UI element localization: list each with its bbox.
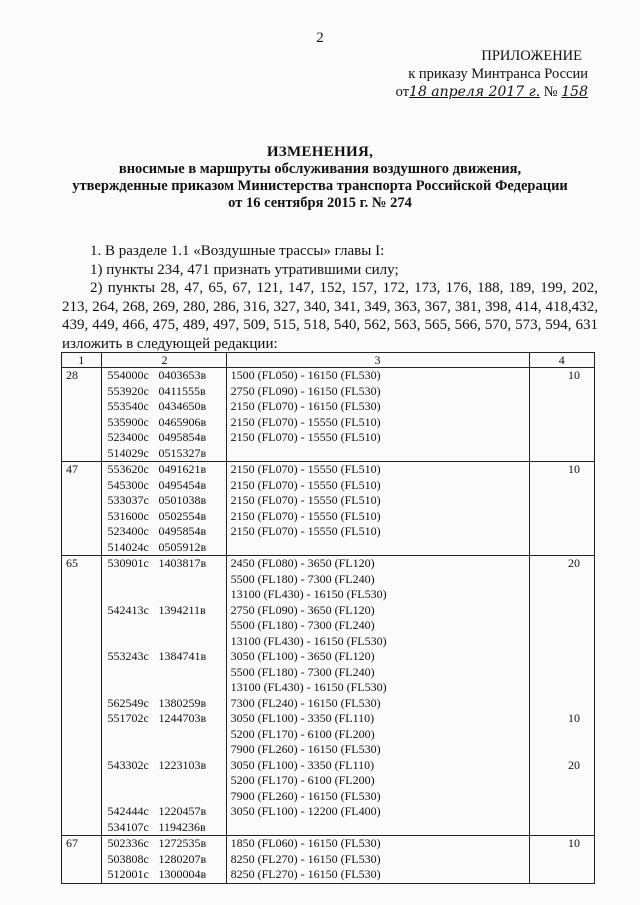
coordinate-line xyxy=(108,742,222,758)
width-line xyxy=(534,603,591,619)
longitude: 1272535в xyxy=(158,836,207,850)
latitude: 534107с xyxy=(107,819,149,834)
coordinate-line xyxy=(108,649,222,665)
paragraph-2: 1) пункты 234, 471 признать утратившими силу; xyxy=(90,261,399,278)
width-line: 10 xyxy=(568,836,580,850)
altitude-line: 3050 (FL100) - 3650 (FL120) xyxy=(230,649,375,663)
heading-subtitle-2: утвержденные приказом Министерства транспорта Российской Федерации xyxy=(72,178,568,194)
width-line xyxy=(534,384,591,400)
longitude: 0403653в xyxy=(158,368,207,382)
header-cell: 2 xyxy=(101,353,226,368)
paragraph-3: 2) пункты 28, 47, 65, 67, 121, 147, 152, 157, 172, 173, 176, 188, 189, 199, 202, 213, 264, 268, 269, 280, 286, 316, 327, 340, 341, 349, 363, 367, 381, 398, 414, 418,432, 439, 449, 466, 475, 489, 497, 509, 515, 518, 540, 562, 563, 565, 566, 570, 573, 594, 631 изложить в следующей редакции: xyxy=(62,280,598,352)
coordinate-line xyxy=(108,680,222,696)
longitude: 1244703в xyxy=(158,711,207,725)
latitude: 514024с xyxy=(107,539,149,554)
width-line xyxy=(534,446,591,462)
handwritten-date: 18 апреля 2017 г. xyxy=(409,84,541,100)
width-line xyxy=(534,399,591,415)
header-cell: 1 xyxy=(62,353,102,368)
coordinates-cell xyxy=(101,836,226,884)
coordinates-cell xyxy=(101,556,226,836)
from-label: от xyxy=(395,84,410,100)
longitude: 1380259в xyxy=(158,695,207,710)
altitude-line: 1850 (FL060) - 16150 (FL530) xyxy=(230,836,381,850)
page-number: 2 xyxy=(316,30,324,46)
coordinate-line xyxy=(108,804,222,820)
width-line xyxy=(534,572,591,588)
coordinate-line xyxy=(108,696,222,712)
width-line xyxy=(534,524,591,540)
width-line xyxy=(534,649,591,665)
heading-subtitle-1: вносимые в маршруты обслуживания воздушного движения, xyxy=(118,161,522,177)
paragraph-1: 1. В разделе 1.1 «Воздушные трассы» главы I: xyxy=(90,243,385,259)
longitude: 1394211в xyxy=(158,602,206,617)
latitude: 545300с xyxy=(107,477,149,492)
document-heading xyxy=(40,144,600,212)
latitude: 512001с xyxy=(107,867,149,881)
coordinate-line xyxy=(108,618,222,634)
handwritten-number: 158 xyxy=(561,84,588,100)
altitude-line: 2750 (FL090) - 16150 (FL530) xyxy=(230,383,381,398)
altitude-line: 2150 (FL070) - 15550 (FL510) xyxy=(230,524,381,538)
latitude: 531600с xyxy=(107,508,149,523)
latitude: 503808с xyxy=(107,851,149,866)
altitude-line: 2150 (FL070) - 15550 (FL510) xyxy=(230,430,381,444)
width-cell xyxy=(529,368,595,462)
routes-table xyxy=(61,352,595,884)
altitude-line: 5500 (FL180) - 7300 (FL240) xyxy=(230,664,375,679)
coordinate-line xyxy=(108,634,222,650)
coordinate-line xyxy=(108,665,222,681)
width-line: 20 xyxy=(568,757,580,772)
latitude: 553920с xyxy=(107,383,149,398)
longitude: 0465906в xyxy=(158,414,207,429)
longitude: 0505912в xyxy=(158,539,207,554)
longitude: 0502554в xyxy=(158,508,207,523)
coordinate-line xyxy=(108,462,222,478)
latitude: 554000с xyxy=(107,368,149,382)
latitude: 533037с xyxy=(107,493,149,507)
table-row xyxy=(62,836,595,884)
appendix-line: к приказу Минтранса России xyxy=(408,66,588,82)
coordinates-cell xyxy=(101,462,226,556)
altitude-line: 5200 (FL170) - 6100 (FL200) xyxy=(230,773,375,787)
longitude: 1280207в xyxy=(158,851,207,866)
coordinate-line xyxy=(108,773,222,789)
coordinate-line xyxy=(108,415,222,431)
coordinate-line xyxy=(108,711,222,727)
latitude: 542413с xyxy=(107,602,149,617)
altitude-line: 2150 (FL070) - 15550 (FL510) xyxy=(230,414,381,429)
coordinate-line xyxy=(108,820,222,836)
coordinate-line xyxy=(108,556,222,572)
width-line xyxy=(534,493,591,509)
width-line xyxy=(534,665,591,681)
width-line xyxy=(534,509,591,525)
longitude: 0515327в xyxy=(158,445,207,460)
width-line xyxy=(534,618,591,634)
altitude-line xyxy=(231,820,525,836)
longitude: 1220457в xyxy=(158,804,207,818)
longitude: 0434650в xyxy=(158,399,207,413)
header-cell: 3 xyxy=(226,353,529,368)
width-line xyxy=(534,789,591,805)
heading-subtitle-3: от 16 сентября 2015 г. № 274 xyxy=(228,195,412,211)
altitude-line: 8250 (FL270) - 16150 (FL530) xyxy=(230,851,381,866)
longitude: 1194236в xyxy=(158,819,206,834)
altitude-line xyxy=(231,540,525,556)
longitude: 1384741в xyxy=(158,649,207,663)
altitude-line: 7900 (FL260) - 16150 (FL530) xyxy=(230,788,381,803)
altitude-line: 7300 (FL240) - 16150 (FL530) xyxy=(230,695,381,710)
header-cell: 4 xyxy=(529,353,595,368)
width-line xyxy=(534,680,591,696)
coordinate-line xyxy=(108,867,222,883)
altitude-cell xyxy=(226,368,529,462)
altitude-line: 2150 (FL070) - 16150 (FL530) xyxy=(230,399,381,413)
appendix-block xyxy=(388,47,588,101)
latitude: 535900с xyxy=(107,414,149,429)
latitude: 530901с xyxy=(107,556,149,570)
altitude-line: 2450 (FL080) - 3650 (FL120) xyxy=(230,556,375,570)
altitude-line: 3050 (FL100) - 3350 (FL110) xyxy=(230,757,375,772)
longitude: 1223103в xyxy=(158,757,207,772)
width-line xyxy=(534,804,591,820)
table-header-row xyxy=(62,353,595,368)
width-line xyxy=(534,478,591,494)
coordinate-line xyxy=(108,572,222,588)
width-cell xyxy=(529,556,595,836)
appendix-order-line xyxy=(388,83,588,101)
altitude-cell xyxy=(226,836,529,884)
route-number-cell: 47 xyxy=(62,462,102,556)
width-line xyxy=(534,820,591,836)
table-row xyxy=(62,462,595,556)
coordinates-cell xyxy=(101,368,226,462)
coordinate-line xyxy=(108,478,222,494)
width-line: 10 xyxy=(568,368,580,382)
coordinate-line xyxy=(108,509,222,525)
width-line: 10 xyxy=(568,462,580,476)
altitude-line: 13100 (FL430) - 16150 (FL530) xyxy=(230,587,387,601)
latitude: 523400с xyxy=(107,430,149,444)
table-row xyxy=(62,368,595,462)
width-line xyxy=(534,587,591,603)
width-line xyxy=(534,634,591,650)
altitude-line: 3050 (FL100) - 3350 (FL110) xyxy=(230,711,375,725)
route-number-cell: 67 xyxy=(62,836,102,884)
body-text xyxy=(62,242,598,353)
coordinate-line xyxy=(108,446,222,462)
coordinate-line xyxy=(108,368,222,384)
latitude: 553243с xyxy=(107,649,149,663)
route-number-cell: 28 xyxy=(62,368,102,462)
coordinate-line xyxy=(108,836,222,852)
width-line xyxy=(534,415,591,431)
width-line xyxy=(534,696,591,712)
width-cell xyxy=(529,836,595,884)
latitude: 553620с xyxy=(107,462,149,476)
width-line xyxy=(534,852,591,868)
route-number-cell: 65 xyxy=(62,556,102,836)
altitude-line: 1500 (FL050) - 16150 (FL530) xyxy=(230,368,381,382)
latitude: 553540с xyxy=(107,399,149,413)
latitude: 523400с xyxy=(107,524,149,538)
altitude-line xyxy=(231,446,525,462)
appendix-title: ПРИЛОЖЕНИЕ xyxy=(481,48,582,64)
coordinate-line xyxy=(108,587,222,603)
altitude-cell xyxy=(226,462,529,556)
latitude: 543302с xyxy=(107,757,149,772)
coordinate-line xyxy=(108,852,222,868)
coordinate-line xyxy=(108,727,222,743)
altitude-line: 2150 (FL070) - 15550 (FL510) xyxy=(230,477,381,492)
coordinate-line xyxy=(108,524,222,540)
latitude: 562549с xyxy=(107,695,149,710)
width-line xyxy=(534,742,591,758)
width-line xyxy=(534,430,591,446)
altitude-line: 2150 (FL070) - 15550 (FL510) xyxy=(230,493,381,507)
altitude-line: 2150 (FL070) - 15550 (FL510) xyxy=(230,508,381,523)
heading-title: ИЗМЕНЕНИЯ, xyxy=(266,144,374,160)
latitude: 551702с xyxy=(107,711,149,725)
longitude: 0491621в xyxy=(158,462,207,476)
longitude: 0411555в xyxy=(158,383,206,398)
coordinate-line xyxy=(108,540,222,556)
width-line xyxy=(534,773,591,789)
coordinate-line xyxy=(108,384,222,400)
number-label: № xyxy=(543,84,558,100)
altitude-line: 5500 (FL180) - 7300 (FL240) xyxy=(230,618,375,632)
coordinate-line xyxy=(108,789,222,805)
table-row xyxy=(62,556,595,836)
coordinate-line xyxy=(108,493,222,509)
longitude: 0495854в xyxy=(158,524,207,538)
width-line: 10 xyxy=(568,711,580,725)
longitude: 0495454в xyxy=(158,477,207,492)
latitude: 502336с xyxy=(107,836,149,850)
routes-table-body xyxy=(62,353,595,884)
coordinate-line xyxy=(108,430,222,446)
longitude: 0495854в xyxy=(158,430,207,444)
latitude: 514029с xyxy=(107,445,149,460)
width-line: 20 xyxy=(568,556,580,570)
width-line xyxy=(534,540,591,556)
altitude-line: 13100 (FL430) - 16150 (FL530) xyxy=(230,633,387,648)
altitude-line: 2750 (FL090) - 3650 (FL120) xyxy=(230,602,375,617)
longitude: 1300004в xyxy=(158,867,207,881)
altitude-line: 8250 (FL270) - 16150 (FL530) xyxy=(230,867,381,881)
coordinate-line xyxy=(108,758,222,774)
coordinate-line xyxy=(108,603,222,619)
altitude-line: 7900 (FL260) - 16150 (FL530) xyxy=(230,742,381,756)
width-cell xyxy=(529,462,595,556)
width-line xyxy=(534,727,591,743)
longitude: 0501038в xyxy=(158,493,207,507)
altitude-line: 13100 (FL430) - 16150 (FL530) xyxy=(230,680,387,694)
latitude: 542444с xyxy=(107,804,149,818)
coordinate-line xyxy=(108,399,222,415)
altitude-line: 2150 (FL070) - 15550 (FL510) xyxy=(230,462,381,476)
altitude-cell xyxy=(226,556,529,836)
longitude: 1403817в xyxy=(158,556,207,570)
altitude-line: 5500 (FL180) - 7300 (FL240) xyxy=(230,571,375,586)
altitude-line: 5200 (FL170) - 6100 (FL200) xyxy=(230,726,375,741)
width-line xyxy=(534,867,591,883)
altitude-line: 3050 (FL100) - 12200 (FL400) xyxy=(230,804,381,818)
